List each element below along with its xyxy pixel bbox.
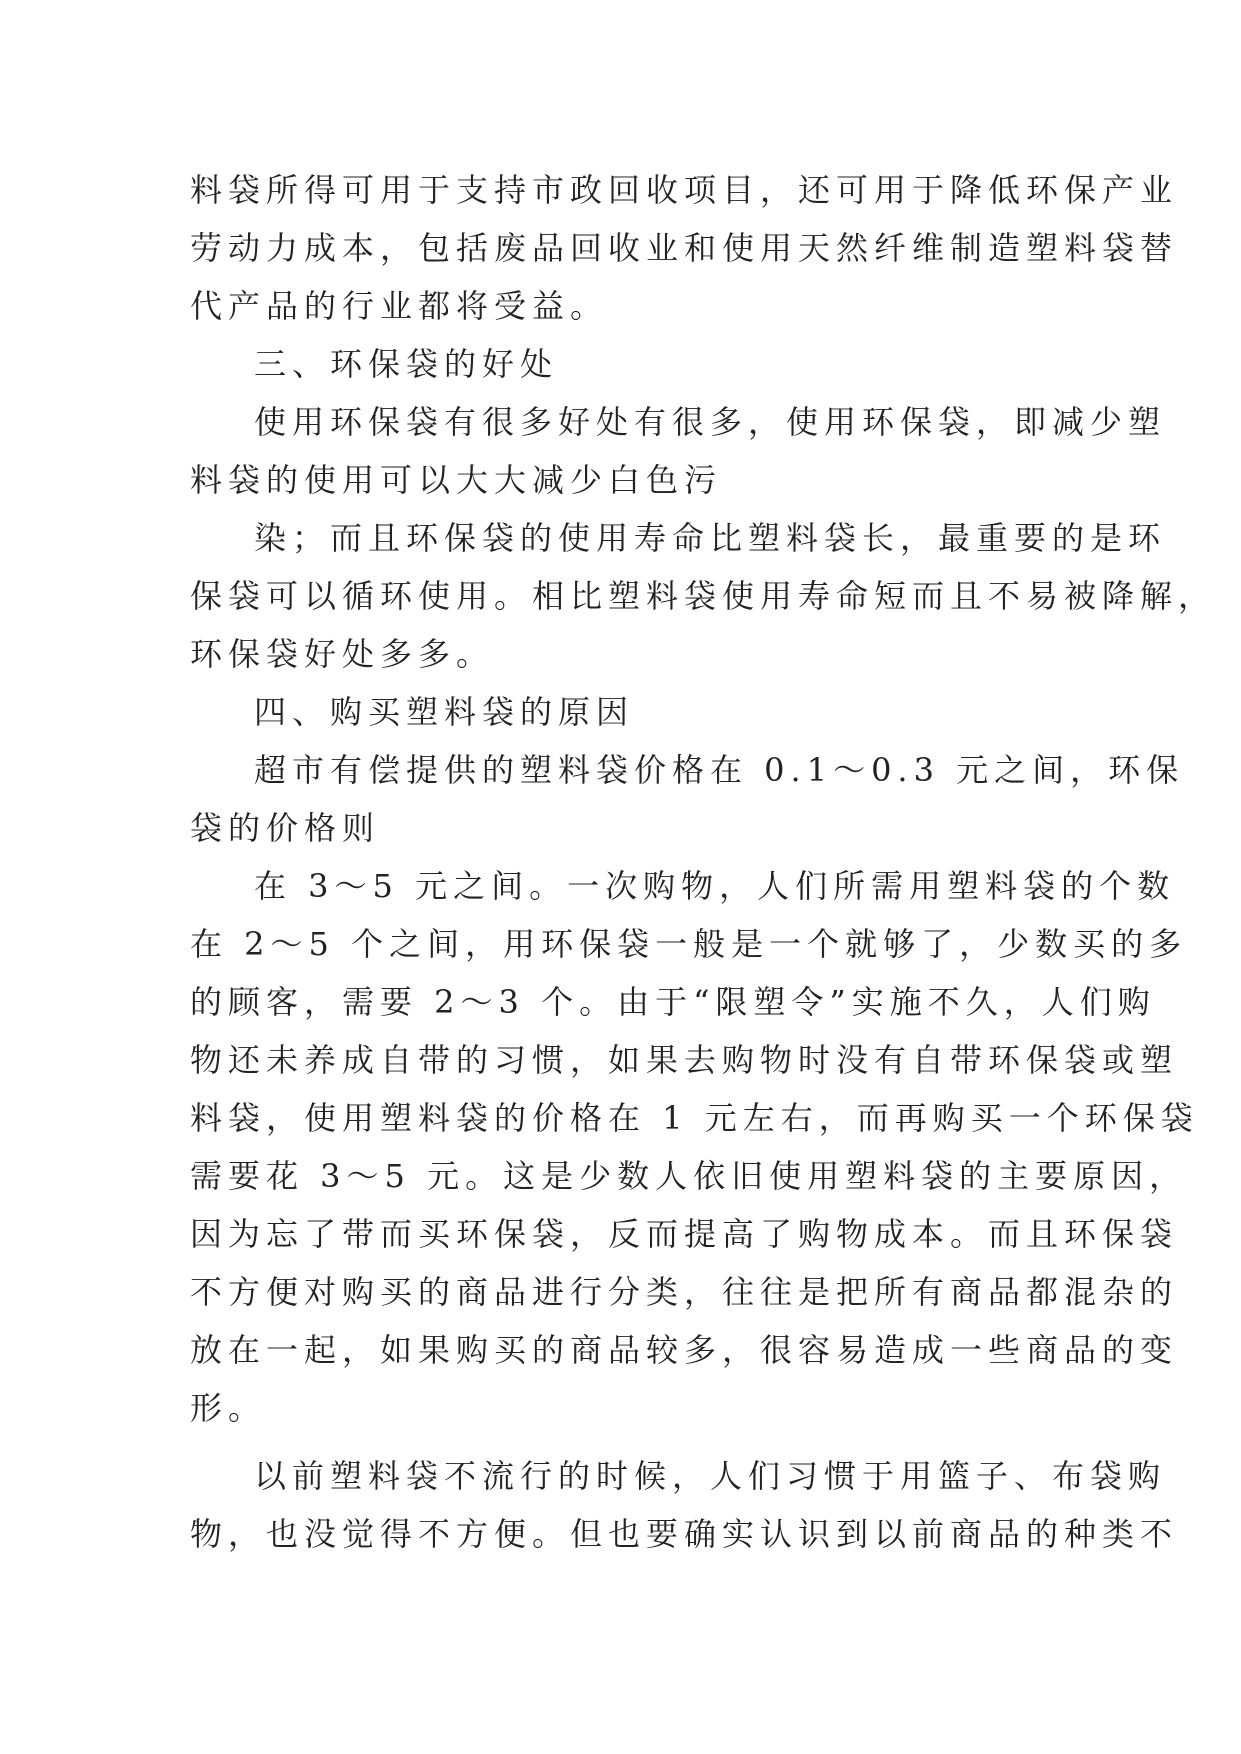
text-line: 物还未养成自带的习惯，如果去购物时没有自带环保袋或塑 [190, 1041, 1179, 1079]
text-line: 的顾客，需要 2～3 个。由于“限塑令”实施不久，人们购 [190, 983, 1156, 1021]
text-line: 在 3～5 元之间。一次购物，人们所需用塑料袋的个数 [254, 867, 1176, 905]
text-line: 以前塑料袋不流行的时候，人们习惯于用篮子、布袋购 [254, 1457, 1167, 1495]
text-line: 保袋可以循环使用。相比塑料袋使用寿命短而且不易被降解， [190, 577, 1217, 615]
text-line: 放在一起，如果购买的商品较多，很容易造成一些商品的变 [190, 1331, 1179, 1369]
text-line: 劳动力成本，包括废品回收业和使用天然纤维制造塑料袋替 [190, 229, 1179, 267]
text-line: 在 2～5 个之间，用环保袋一般是一个就够了，少数买的多 [190, 925, 1188, 963]
text-line: 料袋的使用可以大大减少白色污 [190, 461, 723, 499]
text-line: 染；而且环保袋的使用寿命比塑料袋长，最重要的是环 [254, 519, 1167, 557]
text-line: 代产品的行业都将受益。 [190, 287, 609, 325]
section-heading: 四、购买塑料袋的原因 [254, 693, 635, 731]
text-line: 物，也没觉得不方便。但也要确实认识到以前商品的种类不 [190, 1515, 1179, 1553]
text-line: 需要花 3～5 元。这是少数人依旧使用塑料袋的主要原因， [190, 1157, 1188, 1195]
text-line: 超市有偿提供的塑料袋价格在 0.1～0.3 元之间，环保 [254, 751, 1185, 789]
text-line: 袋的价格则 [190, 809, 381, 847]
text-line: 因为忘了带而买环保袋，反而提高了购物成本。而且环保袋 [190, 1215, 1179, 1253]
section-heading: 三、环保袋的好处 [254, 345, 559, 383]
text-line: 形。 [190, 1389, 267, 1427]
text-line: 料袋所得可用于支持市政回收项目，还可用于降低环保产业 [190, 171, 1179, 209]
text-line: 使用环保袋有很多好处有很多，使用环保袋，即减少塑 [254, 403, 1167, 441]
text-line: 不方便对购买的商品进行分类，往往是把所有商品都混杂的 [190, 1273, 1179, 1311]
text-line: 料袋，使用塑料袋的价格在 1 元左右，而再购买一个环保袋 [190, 1099, 1199, 1137]
text-line: 环保袋好处多多。 [190, 635, 495, 673]
